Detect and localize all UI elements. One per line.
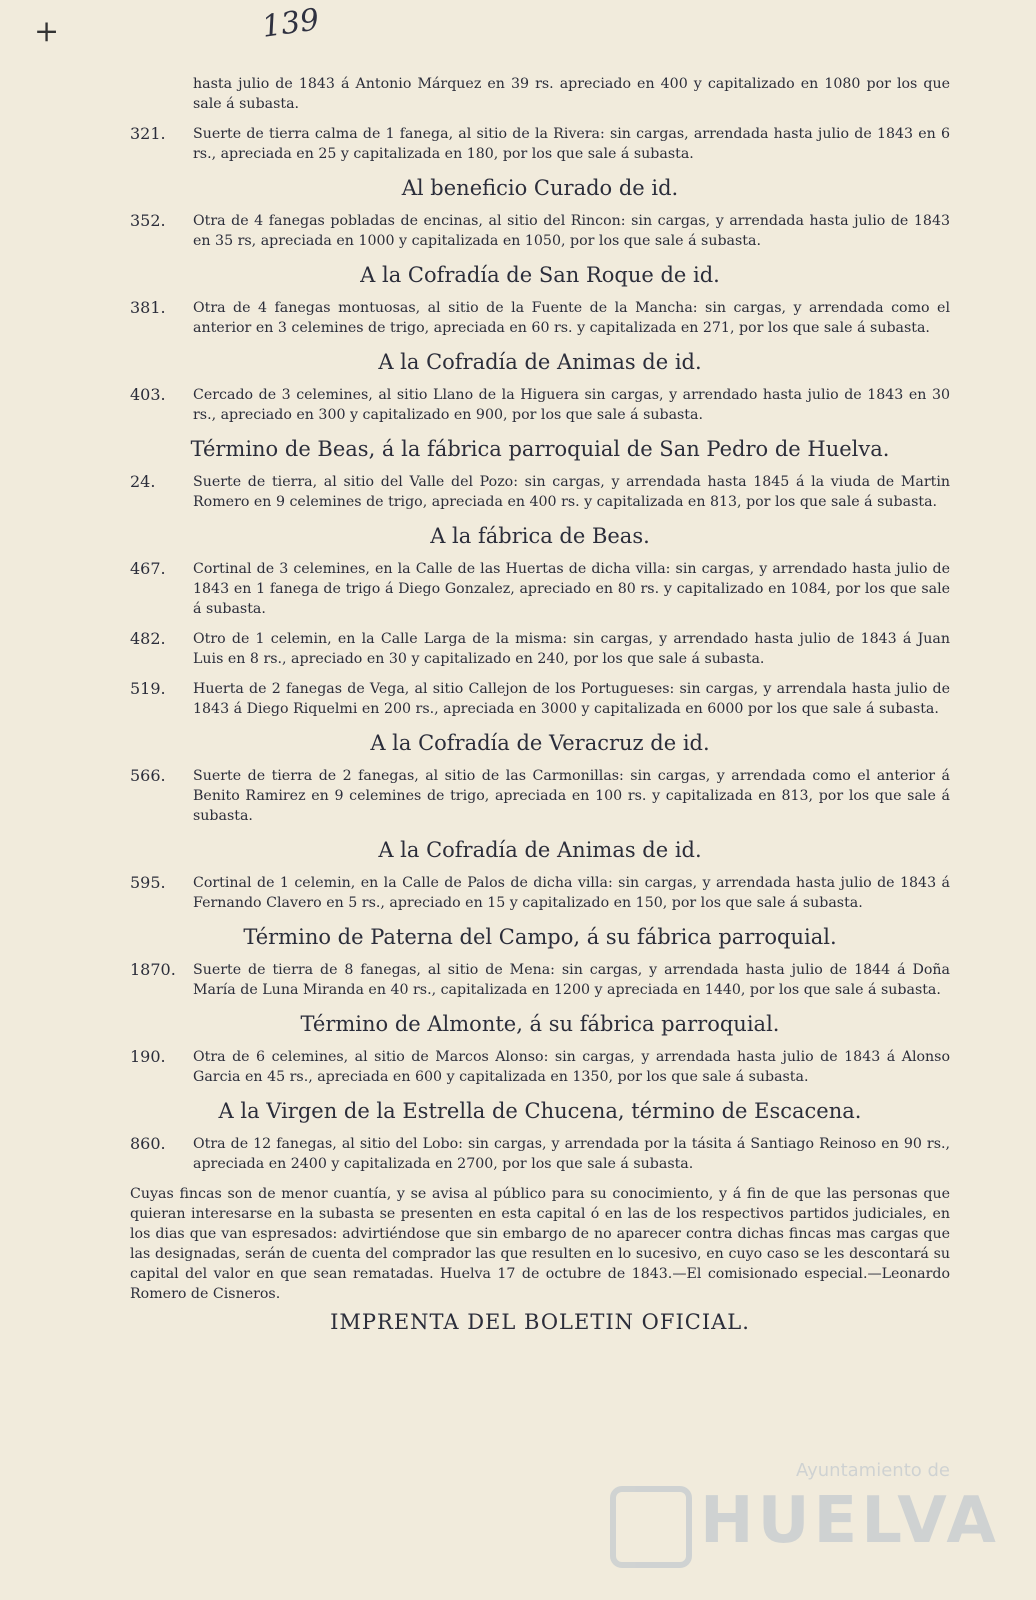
property-entry xyxy=(130,1047,950,1087)
closing-notice: Cuyas fincas son de menor cuantía, y se avisa al público para su conocimiento, y á fin de que las personas que quieran interesarse en la subasta se presenten en esta capital ó en las de los respectivos partidos judiciales, en los dias que van espresados: advirtiéndose que sin embargo de no aparecer contra dichas fincas mas cargas que las designadas, serán de cuenta del comprador las que resulten en lo sucesivo, en cuyo caso se les descontará su capital del valor en que sean rematadas. Huelva 17 de octubre de 1843.—El comisionado especial.—Leonardo Romero de Cisneros. xyxy=(130,1186,950,1302)
entry-text: Suerte de tierra calma de 1 fanega, al sitio de la Rivera: sin cargas, arrendada hasta julio de 1843 en 6 rs., apreciada en 25 y capitalizada en 180, por los que sale á subasta. xyxy=(193,126,950,162)
entry-number: 1870. xyxy=(130,960,176,979)
section-heading: A la Cofradía de Animas de id. xyxy=(378,350,702,374)
section-heading: A la fábrica de Beas. xyxy=(430,524,650,548)
property-entry xyxy=(130,679,950,719)
entry-number: 24. xyxy=(130,472,156,491)
section-heading: Al beneficio Curado de id. xyxy=(401,176,679,200)
property-entry xyxy=(130,472,950,512)
entry-text: Suerte de tierra, al sitio del Valle del Pozo: sin cargas, y arrendada hasta 1845 á la viuda de Martin Romero en 9 celemines de trigo, apreciada en 400 rs. y capitalizada en 813, por los que sale á subasta. xyxy=(193,474,950,510)
property-entry xyxy=(130,1134,950,1174)
watermark-main-text: HUELVA xyxy=(700,1484,1000,1558)
property-entry xyxy=(130,766,950,826)
property-entry xyxy=(130,211,950,251)
property-entry xyxy=(130,559,950,619)
entry-text: Otra de 6 celemines, al sitio de Marcos Alonso: sin cargas, y arrendada hasta julio de 1843 á Alonso Garcia en 45 rs., apreciada en 600 y capitalizada en 1350, por los que sale á subasta. xyxy=(193,1049,950,1085)
document-body xyxy=(130,74,950,1334)
watermark-logo-icon xyxy=(610,1486,692,1568)
property-entry xyxy=(130,960,950,1000)
property-entry xyxy=(130,873,950,913)
margin-mark: + xyxy=(34,14,60,49)
entry-text: Cortinal de 1 celemin, en la Calle de Palos de dicha villa: sin cargas, y arrendada hasta julio de 1843 á Fernando Clavero en 5 rs., apreciado en 15 y capitalizado en 150, por los que sale á subasta. xyxy=(193,875,950,911)
property-entry xyxy=(130,124,950,164)
watermark xyxy=(610,1460,1000,1570)
entry-number: 482. xyxy=(130,629,166,648)
entry-text: Cortinal de 3 celemines, en la Calle de las Huertas de dicha villa: sin cargas, y arrendado hasta julio de 1843 en 1 fanega de trigo á Diego Gonzalez, apreciado en 80 rs. y capitalizado en 1084, por los que sale á subasta. xyxy=(193,561,950,617)
property-entry xyxy=(130,298,950,338)
section-heading: Término de Beas, á la fábrica parroquial de San Pedro de Huelva. xyxy=(190,437,890,461)
entry-text: Cercado de 3 celemines, al sitio Llano de la Higuera sin cargas, y arrendado hasta julio de 1843 en 30 rs., apreciado en 300 y capitalizado en 900, por los que sale á subasta. xyxy=(193,387,950,423)
section-heading: Término de Paterna del Campo, á su fábrica parroquial. xyxy=(243,925,837,949)
entry-number: 352. xyxy=(130,211,166,230)
entry-number: 321. xyxy=(130,124,166,143)
entry-text: Suerte de tierra de 2 fanegas, al sitio de las Carmonillas: sin cargas, y arrendada como el anterior á Benito Ramirez en 9 celemines de trigo, apreciada en 100 rs. y capitalizada en 813, por los que sale á subasta. xyxy=(193,768,950,824)
entry-text: Otra de 4 fanegas pobladas de encinas, al sitio del Rincon: sin cargas, y arrendada hasta julio de 1843 en 35 rs, apreciada en 1000 y capitalizada en 1050, por los que sale á subasta. xyxy=(193,213,950,249)
property-entry xyxy=(130,385,950,425)
entry-text: Suerte de tierra de 8 fanegas, al sitio de Mena: sin cargas, y arrendada hasta julio de 1844 á Doña María de Luna Miranda en 40 rs., capitalizada en 1200 y apreciada en 1440, por los que sale á subasta. xyxy=(193,962,950,998)
entry-text: Otro de 1 celemin, en la Calle Larga de la misma: sin cargas, y arrendado hasta julio de 1843 á Juan Luis en 8 rs., apreciado en 30 y capitalizado en 240, por los que sale á subasta. xyxy=(193,631,950,667)
section-heading: A la Cofradía de Animas de id. xyxy=(378,838,702,862)
section-heading: A la Virgen de la Estrella de Chucena, término de Escacena. xyxy=(218,1099,862,1123)
property-entry xyxy=(130,74,950,114)
printer-imprint: IMPRENTA DEL BOLETIN OFICIAL. xyxy=(330,1310,750,1334)
entry-number: 519. xyxy=(130,679,166,698)
entry-number: 381. xyxy=(130,298,166,317)
section-heading: A la Cofradía de Veracruz de id. xyxy=(370,731,710,755)
entry-number: 566. xyxy=(130,766,166,785)
entry-number: 467. xyxy=(130,559,166,578)
entry-text: Otra de 12 fanegas, al sitio del Lobo: sin cargas, y arrendada por la tásita á Santiago Reinoso en 90 rs., apreciada en 2400 y capitalizada en 2700, por los que sale á subasta. xyxy=(193,1136,950,1172)
entry-text: Otra de 4 fanegas montuosas, al sitio de la Fuente de la Mancha: sin cargas, y arrendada como el anterior en 3 celemines de trigo, apreciada en 60 rs. y capitalizada en 271, por los que sale á subasta. xyxy=(193,300,950,336)
entry-number: 190. xyxy=(130,1047,166,1066)
section-heading: A la Cofradía de San Roque de id. xyxy=(360,263,720,287)
property-entry xyxy=(130,629,950,669)
entry-number: 860. xyxy=(130,1134,166,1153)
entry-text: hasta julio de 1843 á Antonio Márquez en 39 rs. apreciado en 400 y capitalizado en 1080 por los que sale á subasta. xyxy=(193,76,950,112)
page-number: 139 xyxy=(259,2,322,45)
entry-number: 595. xyxy=(130,873,166,892)
entry-number: 403. xyxy=(130,385,166,404)
entry-text: Huerta de 2 fanegas de Vega, al sitio Callejon de los Portugueses: sin cargas, y arrendala hasta julio de 1843 á Diego Riquelmi en 200 rs., apreciada en 3000 y capitalizada en 6000 por los que sale á subasta. xyxy=(193,681,950,717)
watermark-top-text: Ayuntamiento de xyxy=(796,1460,950,1481)
section-heading: Término de Almonte, á su fábrica parroquial. xyxy=(300,1012,780,1036)
